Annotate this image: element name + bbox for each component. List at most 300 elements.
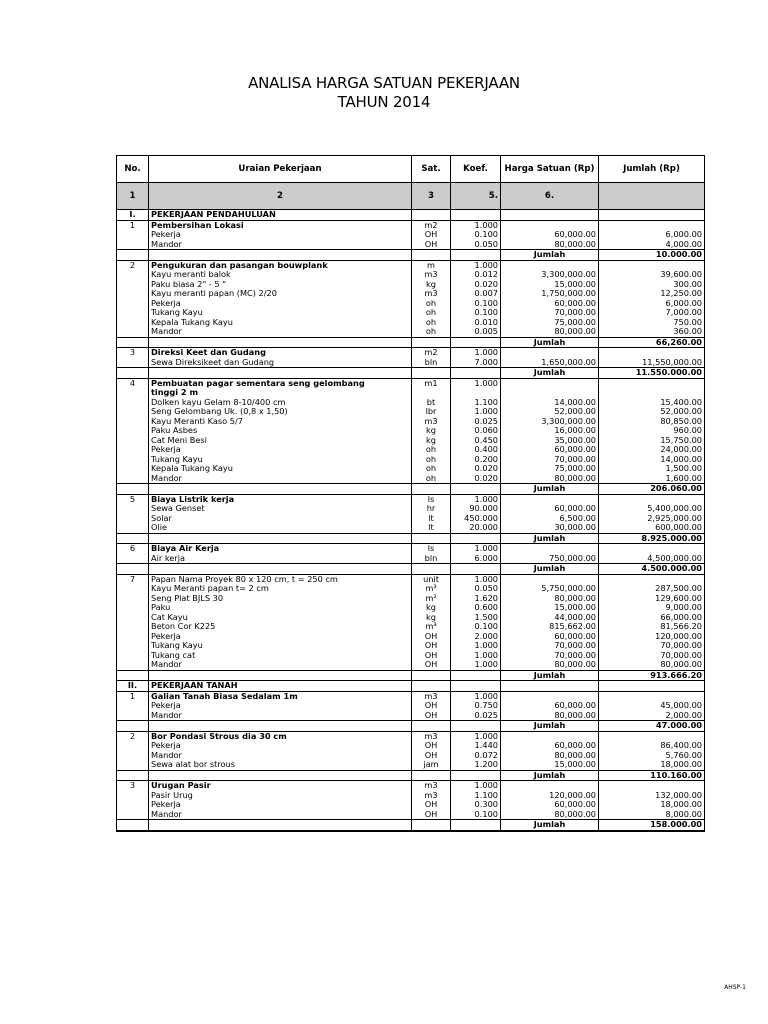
- row-unit: m: [412, 260, 451, 270]
- table-row: [117, 504, 705, 514]
- row-no: [117, 318, 149, 328]
- row-unit: m1: [412, 378, 451, 388]
- row-description: Mandor: [149, 327, 412, 337]
- table-row: [117, 781, 705, 791]
- row-unit: hr: [412, 504, 451, 514]
- row-coefficient: [451, 681, 501, 692]
- row-amount: 300.00: [599, 280, 705, 290]
- subtotal-row: [117, 484, 705, 495]
- row-amount: 18,000.00: [599, 760, 705, 770]
- row-amount: 206.060.00: [599, 484, 705, 495]
- row-unit-price: Jumlah: [501, 533, 599, 544]
- row-unit-price: 80,000.00: [501, 594, 599, 604]
- row-no: [117, 554, 149, 564]
- row-unit-price: 30,000.00: [501, 523, 599, 533]
- row-unit: m3: [412, 781, 451, 791]
- table-row: [117, 407, 705, 417]
- row-amount: [599, 210, 705, 221]
- table-row: [117, 426, 705, 436]
- row-unit: lt: [412, 514, 451, 524]
- row-unit-price: 70,000.00: [501, 308, 599, 318]
- row-amount: 52,000.00: [599, 407, 705, 417]
- row-unit-price: 60,000.00: [501, 445, 599, 455]
- row-unit-price: Jumlah: [501, 670, 599, 681]
- table-row: [117, 701, 705, 711]
- row-amount: [599, 574, 705, 584]
- row-amount: 80,000.00: [599, 660, 705, 670]
- row-no: [117, 632, 149, 642]
- row-unit-price: Jumlah: [501, 337, 599, 348]
- row-amount: [599, 378, 705, 388]
- row-no: [117, 741, 149, 751]
- row-unit: oh: [412, 445, 451, 455]
- row-unit: m3: [412, 417, 451, 427]
- row-amount: 287,500.00: [599, 584, 705, 594]
- table-row: [117, 378, 705, 388]
- table-row: [117, 791, 705, 801]
- row-no: [117, 407, 149, 417]
- row-unit: m³: [412, 584, 451, 594]
- row-description: Mandor: [149, 751, 412, 761]
- row-coefficient: 1.100: [451, 398, 501, 408]
- row-unit: oh: [412, 464, 451, 474]
- row-unit: kg: [412, 436, 451, 446]
- table-row: [117, 584, 705, 594]
- row-no: [117, 651, 149, 661]
- row-unit: oh: [412, 455, 451, 465]
- row-description: [149, 770, 412, 781]
- table-header-row: [117, 156, 705, 183]
- row-unit: OH: [412, 660, 451, 670]
- colnum-6: [599, 183, 705, 210]
- row-unit: [412, 388, 451, 398]
- row-coefficient: [451, 564, 501, 575]
- row-description: Bor Pondasi Strous dia 30 cm: [149, 731, 412, 741]
- row-no: [117, 327, 149, 337]
- row-unit-price: 80,000.00: [501, 751, 599, 761]
- row-unit-price: 60,000.00: [501, 299, 599, 309]
- row-description: Pekerja: [149, 800, 412, 810]
- row-unit-price: [501, 378, 599, 388]
- row-description: Pasir Urug: [149, 791, 412, 801]
- row-unit: [412, 670, 451, 681]
- row-unit-price: 750,000.00: [501, 554, 599, 564]
- row-amount: 600,000.00: [599, 523, 705, 533]
- row-unit-price: 60,000.00: [501, 701, 599, 711]
- row-unit-price: [501, 388, 599, 398]
- row-coefficient: 0.060: [451, 426, 501, 436]
- row-unit: OH: [412, 751, 451, 761]
- row-coefficient: 0.300: [451, 800, 501, 810]
- row-coefficient: [451, 337, 501, 348]
- row-amount: 39,600.00: [599, 270, 705, 280]
- row-coefficient: [451, 670, 501, 681]
- row-description: [149, 820, 412, 831]
- row-no: [117, 230, 149, 240]
- row-description: Cat Kayu: [149, 613, 412, 623]
- row-coefficient: [451, 250, 501, 261]
- row-no: 1: [117, 691, 149, 701]
- row-description: Pengukuran dan pasangan bouwplank: [149, 260, 412, 270]
- row-no: [117, 603, 149, 613]
- row-coefficient: 0.100: [451, 230, 501, 240]
- row-unit: OH: [412, 230, 451, 240]
- row-unit: kg: [412, 280, 451, 290]
- row-description: [149, 721, 412, 732]
- row-unit: m3: [412, 270, 451, 280]
- row-unit: OH: [412, 240, 451, 250]
- row-amount: 4.500.000.00: [599, 564, 705, 575]
- row-description: PEKERJAAN TANAH: [149, 681, 412, 692]
- row-unit-price: [501, 681, 599, 692]
- row-coefficient: [451, 388, 501, 398]
- subtotal-row: [117, 250, 705, 261]
- row-no: 2: [117, 260, 149, 270]
- table-row: [117, 800, 705, 810]
- row-unit: m3: [412, 691, 451, 701]
- row-no: [117, 337, 149, 348]
- table-row: [117, 622, 705, 632]
- row-no: [117, 240, 149, 250]
- row-unit-price: 60,000.00: [501, 504, 599, 514]
- row-unit-price: 70,000.00: [501, 641, 599, 651]
- row-no: [117, 751, 149, 761]
- table-row: [117, 711, 705, 721]
- row-amount: 360.00: [599, 327, 705, 337]
- row-no: [117, 250, 149, 261]
- row-coefficient: 1.000: [451, 691, 501, 701]
- row-no: 2: [117, 731, 149, 741]
- row-unit-price: [501, 544, 599, 554]
- row-no: [117, 358, 149, 368]
- row-description: Solar: [149, 514, 412, 524]
- row-unit: lbr: [412, 407, 451, 417]
- row-description: Mandor: [149, 810, 412, 820]
- row-unit: ls: [412, 494, 451, 504]
- table-row: [117, 731, 705, 741]
- row-amount: [599, 260, 705, 270]
- row-coefficient: 1.000: [451, 781, 501, 791]
- row-no: [117, 308, 149, 318]
- table-row: [117, 220, 705, 230]
- table-row: [117, 348, 705, 358]
- row-amount: 6,000.00: [599, 230, 705, 240]
- table-row: [117, 436, 705, 446]
- row-amount: 132,000.00: [599, 791, 705, 801]
- row-unit: OH: [412, 800, 451, 810]
- row-coefficient: 1.000: [451, 641, 501, 651]
- subtotal-row: [117, 670, 705, 681]
- row-description: Olie: [149, 523, 412, 533]
- row-unit-price: 14,000.00: [501, 398, 599, 408]
- row-description: Mandor: [149, 240, 412, 250]
- row-unit: [412, 484, 451, 495]
- row-unit: m2: [412, 220, 451, 230]
- row-unit-price: 1,750,000.00: [501, 289, 599, 299]
- row-coefficient: [451, 368, 501, 379]
- table-row: [117, 417, 705, 427]
- row-unit-price: 70,000.00: [501, 651, 599, 661]
- colnum-5: 6.: [501, 183, 599, 210]
- row-no: 3: [117, 348, 149, 358]
- table-row: [117, 240, 705, 250]
- row-description: Kayu meranti papan (MC) 2/20: [149, 289, 412, 299]
- row-description: [149, 484, 412, 495]
- table-row: [117, 810, 705, 820]
- row-no: 5: [117, 494, 149, 504]
- table-row: [117, 388, 705, 398]
- row-amount: [599, 494, 705, 504]
- row-coefficient: 1.200: [451, 760, 501, 770]
- subtotal-row: [117, 820, 705, 831]
- row-coefficient: 6.000: [451, 554, 501, 564]
- table-row: [117, 603, 705, 613]
- table-row: [117, 554, 705, 564]
- table-row: [117, 260, 705, 270]
- row-description: Pekerja: [149, 445, 412, 455]
- row-unit: OH: [412, 741, 451, 751]
- table-row: [117, 445, 705, 455]
- row-no: 3: [117, 781, 149, 791]
- row-no: [117, 523, 149, 533]
- row-unit-price: 60,000.00: [501, 230, 599, 240]
- row-unit-price: 60,000.00: [501, 800, 599, 810]
- row-description: Pekerja: [149, 701, 412, 711]
- row-no: [117, 701, 149, 711]
- row-no: [117, 533, 149, 544]
- row-unit-price: [501, 691, 599, 701]
- row-no: [117, 280, 149, 290]
- row-unit-price: 35,000.00: [501, 436, 599, 446]
- document-title: ANALISA HARGA SATUAN PEKERJAAN: [248, 74, 520, 92]
- table-row: [117, 514, 705, 524]
- row-coefficient: 0.020: [451, 474, 501, 484]
- row-unit: [412, 250, 451, 261]
- row-no: [117, 622, 149, 632]
- colnum-3: 3: [412, 183, 451, 210]
- header-harga: Harga Satuan (Rp): [501, 156, 599, 183]
- row-coefficient: 0.012: [451, 270, 501, 280]
- row-no: [117, 398, 149, 408]
- row-no: 4: [117, 378, 149, 388]
- row-unit-price: [501, 220, 599, 230]
- row-amount: 9,000.00: [599, 603, 705, 613]
- row-unit-price: 44,000.00: [501, 613, 599, 623]
- table-row: [117, 632, 705, 642]
- row-no: 7: [117, 574, 149, 584]
- row-no: [117, 426, 149, 436]
- row-no: [117, 584, 149, 594]
- row-coefficient: [451, 721, 501, 732]
- row-coefficient: 1.000: [451, 407, 501, 417]
- row-description: Paku Asbes: [149, 426, 412, 436]
- row-amount: [599, 691, 705, 701]
- row-unit: OH: [412, 701, 451, 711]
- table-row: [117, 327, 705, 337]
- row-amount: 5,760.00: [599, 751, 705, 761]
- row-coefficient: 0.007: [451, 289, 501, 299]
- row-unit-price: Jumlah: [501, 564, 599, 575]
- table-row: [117, 358, 705, 368]
- row-unit: OH: [412, 711, 451, 721]
- row-unit: kg: [412, 603, 451, 613]
- row-unit: jam: [412, 760, 451, 770]
- row-coefficient: 0.072: [451, 751, 501, 761]
- row-amount: 913.666.20: [599, 670, 705, 681]
- row-description: Papan Nama Proyek 80 x 120 cm, t = 250 cm: [149, 574, 412, 584]
- row-description: [149, 670, 412, 681]
- row-description: Pembuatan pagar sementara seng gelombang: [149, 378, 412, 388]
- colnum-4: 5.: [451, 183, 501, 210]
- row-amount: [599, 220, 705, 230]
- row-coefficient: 0.005: [451, 327, 501, 337]
- table-row: [117, 651, 705, 661]
- row-coefficient: 0.100: [451, 810, 501, 820]
- row-no: [117, 594, 149, 604]
- row-unit-price: [501, 348, 599, 358]
- row-unit: OH: [412, 641, 451, 651]
- row-unit-price: Jumlah: [501, 721, 599, 732]
- row-amount: 14,000.00: [599, 455, 705, 465]
- row-unit: [412, 337, 451, 348]
- section-row: [117, 210, 705, 221]
- row-no: [117, 800, 149, 810]
- row-no: [117, 436, 149, 446]
- row-description: Mandor: [149, 711, 412, 721]
- row-amount: 8.925.000.00: [599, 533, 705, 544]
- row-unit: [412, 770, 451, 781]
- row-no: [117, 270, 149, 280]
- row-description: Tukang Kayu: [149, 641, 412, 651]
- row-amount: 4,000.00: [599, 240, 705, 250]
- row-no: [117, 613, 149, 623]
- row-description: [149, 368, 412, 379]
- row-amount: 24,000.00: [599, 445, 705, 455]
- row-no: [117, 289, 149, 299]
- row-description: Kayu Meranti papan t= 2 cm: [149, 584, 412, 594]
- row-no: II.: [117, 681, 149, 692]
- row-unit: m3: [412, 791, 451, 801]
- row-unit-price: Jumlah: [501, 368, 599, 379]
- row-coefficient: 0.100: [451, 308, 501, 318]
- row-no: [117, 791, 149, 801]
- row-unit-price: 75,000.00: [501, 318, 599, 328]
- row-no: [117, 770, 149, 781]
- table-row: [117, 760, 705, 770]
- row-coefficient: 1.000: [451, 660, 501, 670]
- row-unit: oh: [412, 299, 451, 309]
- row-coefficient: 0.750: [451, 701, 501, 711]
- row-no: I.: [117, 210, 149, 221]
- row-unit: [412, 721, 451, 732]
- row-description: Air kerja: [149, 554, 412, 564]
- table-row: [117, 741, 705, 751]
- row-description: Mandor: [149, 474, 412, 484]
- table-row: [117, 398, 705, 408]
- subtotal-row: [117, 564, 705, 575]
- table-row: [117, 544, 705, 554]
- price-analysis-table: [116, 155, 705, 832]
- row-amount: 47.000.00: [599, 721, 705, 732]
- table-row: [117, 289, 705, 299]
- row-description: Biaya Listrik kerja: [149, 494, 412, 504]
- row-no: [117, 820, 149, 831]
- row-description: Seng Plat BJLS 30: [149, 594, 412, 604]
- row-description: PEKERJAAN PENDAHULUAN: [149, 210, 412, 221]
- table-row: [117, 299, 705, 309]
- row-coefficient: 1.620: [451, 594, 501, 604]
- row-amount: 1,600.00: [599, 474, 705, 484]
- row-unit-price: Jumlah: [501, 820, 599, 831]
- row-amount: 86,400.00: [599, 741, 705, 751]
- row-unit: bln: [412, 554, 451, 564]
- row-no: [117, 417, 149, 427]
- row-coefficient: 0.025: [451, 417, 501, 427]
- row-amount: 45,000.00: [599, 701, 705, 711]
- row-unit-price: 815,662.00: [501, 622, 599, 632]
- row-amount: 18,000.00: [599, 800, 705, 810]
- row-coefficient: 1.000: [451, 348, 501, 358]
- row-description: Pekerja: [149, 299, 412, 309]
- document-year: TAHUN 2014: [337, 93, 431, 111]
- row-description: Pembersihan Lokasi: [149, 220, 412, 230]
- row-coefficient: 1.500: [451, 613, 501, 623]
- row-amount: 5,400,000.00: [599, 504, 705, 514]
- row-coefficient: 1.000: [451, 731, 501, 741]
- row-coefficient: 0.600: [451, 603, 501, 613]
- table-row: [117, 660, 705, 670]
- row-coefficient: 1.000: [451, 544, 501, 554]
- row-description: Biaya Air Kerja: [149, 544, 412, 554]
- row-no: [117, 810, 149, 820]
- row-coefficient: [451, 210, 501, 221]
- row-unit-price: [501, 494, 599, 504]
- row-unit: ls: [412, 544, 451, 554]
- row-unit: m³: [412, 622, 451, 632]
- table-row: [117, 464, 705, 474]
- row-no: 1: [117, 220, 149, 230]
- row-amount: 7,000.00: [599, 308, 705, 318]
- subtotal-row: [117, 721, 705, 732]
- row-description: Kepala Tukang Kayu: [149, 318, 412, 328]
- row-no: [117, 760, 149, 770]
- row-description: Tukang Kayu: [149, 308, 412, 318]
- row-description: Galian Tanah Biasa Sedalam 1m: [149, 691, 412, 701]
- row-amount: 10.000.00: [599, 250, 705, 261]
- row-coefficient: 90.000: [451, 504, 501, 514]
- row-unit-price: 52,000.00: [501, 407, 599, 417]
- row-unit-price: 80,000.00: [501, 660, 599, 670]
- row-no: [117, 299, 149, 309]
- row-coefficient: 450.000: [451, 514, 501, 524]
- row-unit: OH: [412, 651, 451, 661]
- row-unit-price: 75,000.00: [501, 464, 599, 474]
- row-unit: lt: [412, 523, 451, 533]
- row-no: [117, 711, 149, 721]
- table-row: [117, 474, 705, 484]
- row-coefficient: 1.100: [451, 791, 501, 801]
- row-unit-price: Jumlah: [501, 484, 599, 495]
- row-no: [117, 445, 149, 455]
- row-no: 6: [117, 544, 149, 554]
- row-unit: kg: [412, 426, 451, 436]
- section-row: [117, 681, 705, 692]
- row-amount: 110.160.00: [599, 770, 705, 781]
- colnum-2: 2: [149, 183, 412, 210]
- row-coefficient: 0.200: [451, 455, 501, 465]
- row-description: tinggi 2 m: [149, 388, 412, 398]
- row-amount: 158.000.00: [599, 820, 705, 831]
